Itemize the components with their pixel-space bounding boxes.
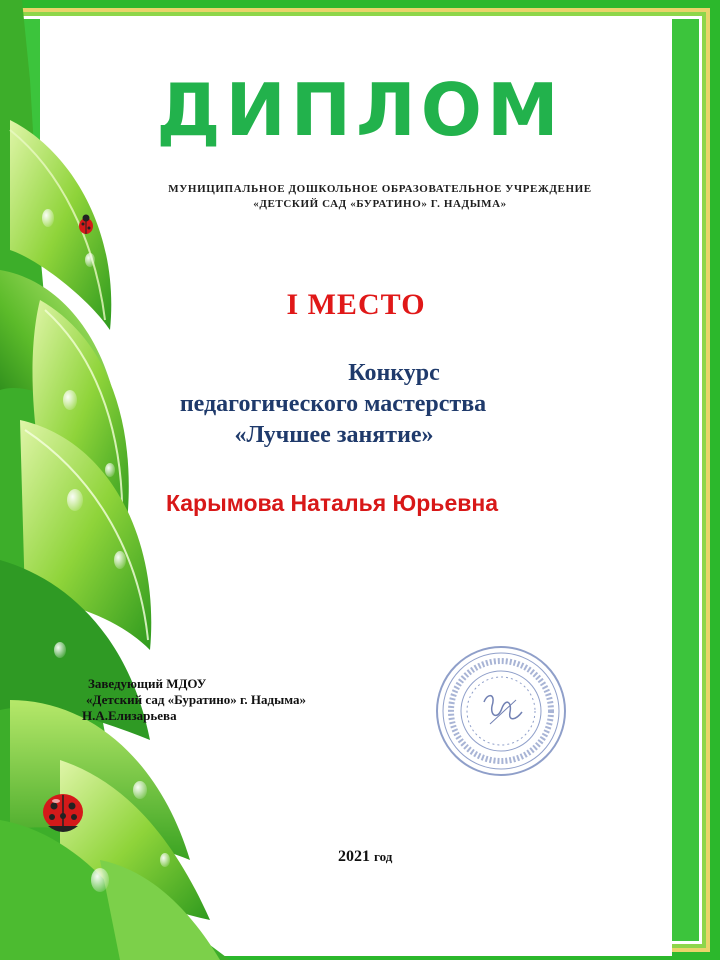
signatory-block — [82, 676, 306, 724]
contest-line-3: «Лучшее занятие» — [234, 422, 434, 448]
diploma-year — [338, 848, 392, 866]
institution-line-2: «ДЕТСКИЙ САД «БУРАТИНО» Г. НАДЫМА» — [253, 198, 507, 210]
place-heading: I МЕСТО — [286, 288, 426, 321]
signatory-name: Н.А.Елизарьева — [82, 708, 177, 723]
signatory-title: Заведующий МДОУ — [88, 676, 207, 691]
institution-name — [120, 182, 640, 212]
institution-line-1: МУНИЦИПАЛЬНОЕ ДОШКОЛЬНОЕ ОБРАЗОВАТЕЛЬНОЕ УЧРЕЖДЕНИЕ — [168, 183, 592, 195]
year-suffix: год — [374, 849, 393, 864]
contest-line-1: Конкурс — [348, 360, 440, 386]
ladybug-icon — [38, 786, 88, 836]
contest-name — [150, 358, 590, 451]
signatory-institution: «Детский сад «Буратино» г. Надыма» — [86, 692, 306, 707]
ladybug-icon — [76, 214, 96, 236]
contest-line-2: педагогического мастерства — [179, 391, 487, 417]
official-stamp — [432, 642, 570, 780]
signature-mark — [484, 696, 522, 719]
recipient-name: Карымова Наталья Юрьевна — [165, 490, 499, 516]
year-value: 2021 — [338, 848, 370, 865]
diploma-title: ДИПЛОМ — [156, 68, 564, 152]
